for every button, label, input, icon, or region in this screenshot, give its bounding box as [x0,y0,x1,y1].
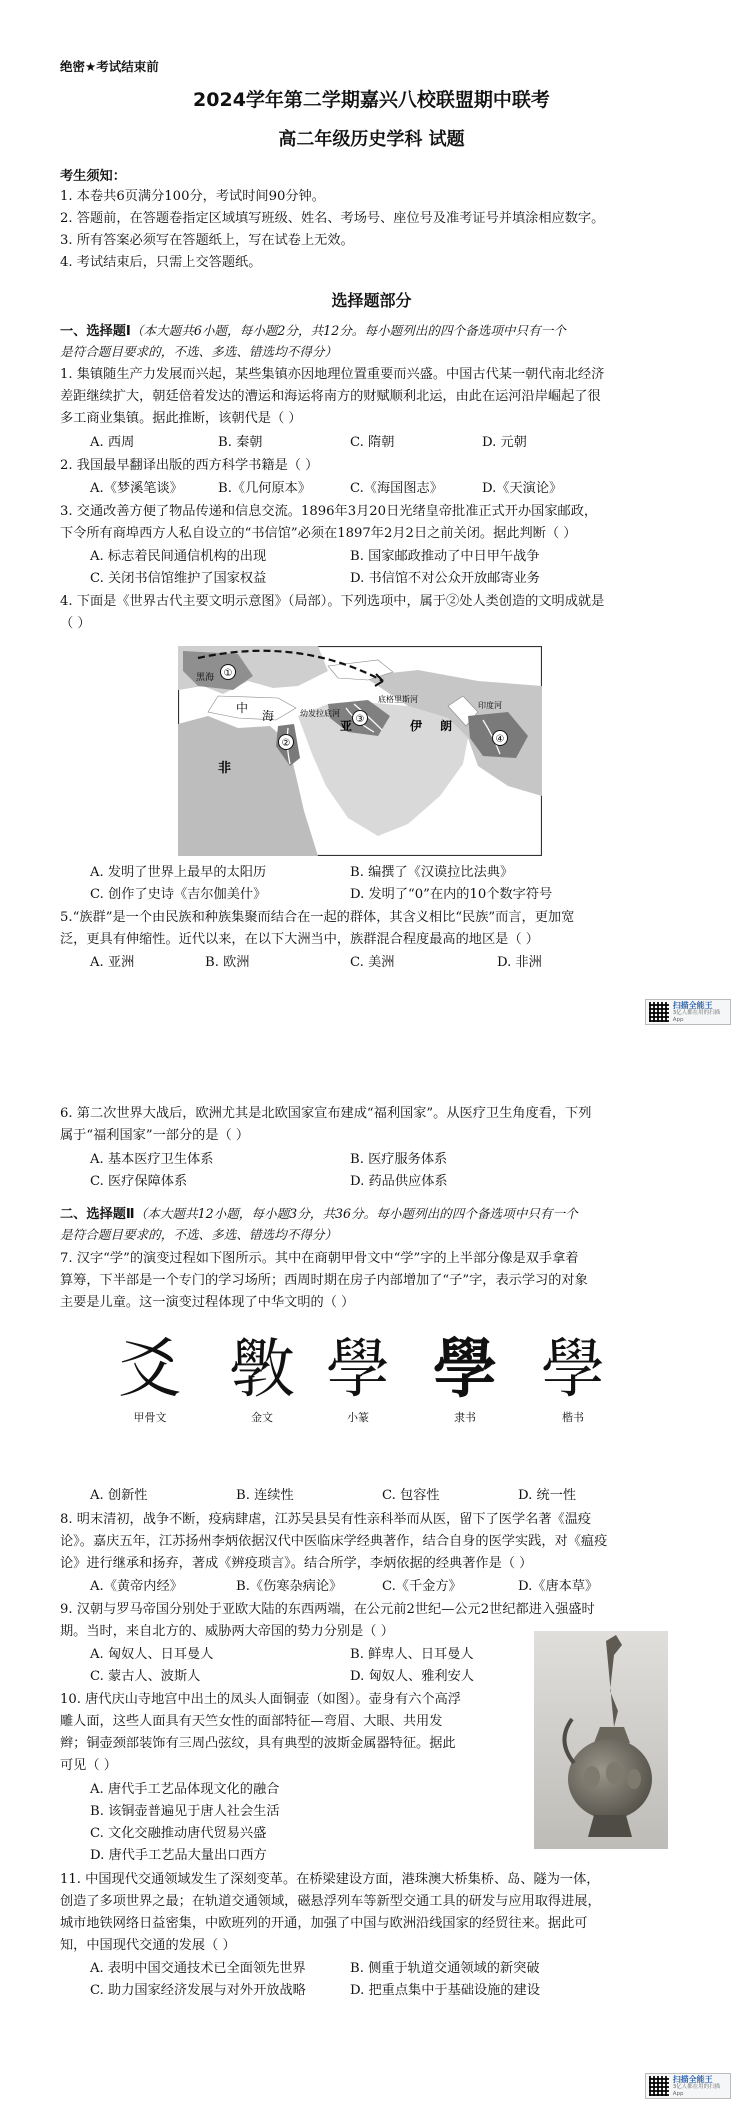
q2-option-c[interactable]: C.《海国图志》 [350,481,443,496]
q3-line: 3. 交通改善方便了物品传递和信息交流。1896年3月20日光绪皇帝批准正式开办国家邮政， [60,504,598,519]
q1-option-a[interactable]: A. 西周 [90,435,135,450]
map-label-3: ③ [355,714,365,725]
map-label-4: ④ [495,734,505,745]
q7-line: 7. 汉字“学”的演变过程如下图所示。其中在商朝甲骨文中“学”字的上半部分像是双手拿着 [60,1251,579,1266]
q9-line: 期。当时，来自北方的、威胁两大帝国的势力分别是（ ） [60,1624,394,1639]
map-label-1: ① [223,668,233,679]
map-label-zhong: 中 [236,701,249,715]
glyph-char: 斆 [230,1333,294,1407]
q7-line: 主要是儿童。这一演变过程体现了中华文明的（ ） [60,1295,355,1310]
notice-heading: 考生须知： [60,169,126,184]
secret-label: 绝密★考试结束前 [60,59,159,74]
q6-option-c[interactable]: C. 医疗保障体系 [90,1174,188,1189]
map-label-indus: 印度河 [478,701,502,710]
glyph-label: 隶书 [454,1411,476,1424]
scan-app-badge [645,999,731,1025]
notice-item: 1. 本卷共6页满分100分，考试时间90分钟。 [60,189,325,204]
glyph-char: 學 [326,1333,390,1407]
q10-line: 10. 唐代庆山寺地宫中出土的凤头人面铜壶（如图）。壶身有六个高浮 [60,1692,461,1707]
q1-option-c[interactable]: C. 隋朝 [350,435,395,450]
q3-line: 下令所有商埠西方人私自设立的“书信馆”必须在1897年2月2日之前关闭。据此判断（ ） [60,526,577,541]
q6-option-a[interactable]: A. 基本医疗卫生体系 [90,1152,214,1167]
map-label-black-sea: 黑海 [196,673,215,683]
exam-page-2 [0,1095,743,2104]
q5-option-a[interactable]: A. 亚洲 [90,955,135,970]
q8-option-a[interactable]: A.《黄帝内经》 [90,1579,183,1594]
q10-line: 雕人面，这些人面具有天竺女性的面部特征—弯眉、大眼、共用发 [60,1714,443,1729]
scan-app-badge [645,2073,731,2099]
q2-option-a[interactable]: A.《梦溪笔谈》 [90,481,183,496]
q9-option-d[interactable]: D. 匈奴人、雅利安人 [350,1669,474,1684]
q5-option-b[interactable]: B. 欧洲 [205,955,250,970]
q3-option-c[interactable]: C. 关闭书信馆维护了国家权益 [90,571,267,586]
q3-option-b[interactable]: B. 国家邮政推动了中日甲午战争 [350,549,540,564]
map-label-2: ② [281,738,291,749]
map-label-hai: 海 [262,709,275,723]
q7-line: 算筹，下半部是一个专门的学习场所；西周时期在房子内部增加了“子”字，表示学习的对象 [60,1273,588,1288]
q4-option-b[interactable]: B. 编撰了《汉谟拉比法典》 [350,865,514,880]
q8-option-c[interactable]: C.《千金方》 [382,1579,462,1594]
q4-option-c[interactable]: C. 创作了史诗《吉尔伽美什》 [90,887,267,902]
part2-desc: （本大题共12小题，每小题3分，共36分。每小题列出的四个备选项中只有一个 [134,1206,578,1221]
q2-line: 2. 我国最早翻译出版的西方科学书籍是（ ） [60,458,319,473]
q9-option-c[interactable]: C. 蒙古人、波斯人 [90,1669,201,1684]
q6-option-b[interactable]: B. 医疗服务体系 [350,1152,448,1167]
exam-page-1 [0,0,743,1023]
part1-heading: 一、选择题Ⅰ [60,324,131,339]
q5-option-c[interactable]: C. 美洲 [350,955,395,970]
map-label-euphrates: 幼发拉底河 [300,709,340,718]
q6-line: 属于“福利国家”一部分的是（ ） [60,1128,250,1143]
bronze-ewer-photo [534,1631,668,1849]
map-label-yi: 伊 [410,719,423,733]
map-label-africa: 非 [218,761,232,776]
glyph-char: 學 [433,1332,497,1407]
q2-option-d[interactable]: D.《天演论》 [482,481,563,496]
q9-line: 9. 汉朝与罗马帝国分别处于亚欧大陆的东西两端，在公元前2世纪—公元2世纪都进入强盛时 [60,1602,595,1617]
glyph-regular [528,1335,618,1425]
map-label-tigris: 底格里斯河 [378,695,418,704]
q7-option-a[interactable]: A. 创新性 [90,1488,148,1503]
qr-code-icon [649,2076,669,2096]
notice-item: 2. 答题前，在答题卷指定区域填写班级、姓名、考场号、座位号及准考证号并填涂相应数字。 [60,211,605,226]
part2-heading-line [60,1205,578,1224]
part2-desc-2: 是符合题目要求的，不选、多选、错选均不得分） [60,1227,338,1242]
glyph-label: 金文 [251,1411,273,1424]
exam-subtitle: 高二年级历史学科 试题 [278,129,465,150]
q1-line: 多工商业集镇。据此推断，该朝代是（ ） [60,411,302,426]
part1-heading-line [60,322,566,341]
glyph-oracle [110,1335,190,1425]
q9-option-b[interactable]: B. 鲜卑人、日耳曼人 [350,1647,474,1662]
exam-title: 2024学年第二学期嘉兴八校联盟期中联考 [193,89,550,111]
q4-line: 4. 下面是《世界古代主要文明示意图》（局部）。下列选项中，属于②处人类创造的文明成就是 [60,594,605,609]
q7-option-d[interactable]: D. 统一性 [518,1488,577,1503]
q8-line: 论》进行继承和扬弃，著成《辨疫琐言》。结合所学，李炳依据的经典著作是（ ） [60,1556,533,1571]
glyph-label: 小篆 [347,1411,369,1424]
q5-option-d[interactable]: D. 非洲 [497,955,542,970]
q11-option-a[interactable]: A. 表明中国交通技术已全面领先世界 [90,1961,306,1976]
map-label-lang: 朗 [440,719,453,733]
q5-line: 5.“族群”是一个由民族和种族集聚而结合在一起的群体，其含义相比“民族”而言，更加宽 [60,910,575,925]
q10-option-b[interactable]: B. 该铜壶普遍见于唐人社会生活 [90,1804,280,1819]
glyph-clerical [420,1332,510,1425]
scan-badge-sub: 3亿人都在用的扫描App [672,2083,721,2097]
q8-option-b[interactable]: B.《伤寒杂病论》 [236,1579,343,1594]
q11-option-b[interactable]: B. 侧重于轨道交通领域的新突破 [350,1961,540,1976]
q11-line: 11. 中国现代交通领域发生了深刻变革。在桥梁建设方面，港珠澳大桥集桥、岛、隧为一体， [60,1872,600,1887]
q10-line: 可见（ ） [60,1758,117,1773]
map-label-ya: 亚 [340,719,353,733]
q4-line: （ ） [60,616,91,631]
glyph-bronze [222,1335,302,1425]
q11-line: 城市地铁网络日益密集，中欧班列的开通，加强了中国与欧洲沿线国家的经贸往来。据此可 [60,1916,588,1931]
q10-option-a[interactable]: A. 唐代手工艺品体现文化的融合 [90,1782,280,1797]
q3-option-d[interactable]: D. 书信馆不对公众开放邮寄业务 [350,571,540,586]
q10-option-c[interactable]: C. 文化交融推动唐代贸易兴盛 [90,1826,267,1841]
q11-line: 知，中国现代交通的发展（ ） [60,1938,236,1953]
q1-line: 1. 集镇随生产力发展而兴起，某些集镇亦因地理位置重要而兴盛。中国古代某一朝代南北经济 [60,367,605,382]
notice-item: 3. 所有答案必须写在答题纸上，写在试卷上无效。 [60,233,354,248]
q9-option-a[interactable]: A. 匈奴人、日耳曼人 [90,1647,214,1662]
q7-option-b[interactable]: B. 连续性 [236,1488,294,1503]
q8-line: 8. 明末清初，战争不断，疫病肆虐，江苏吴县吴有性亲科举而从医，留下了医学名著《温疫 [60,1512,592,1527]
q10-line: 辫；铜壶颈部装饰有三周凸弦纹，具有典型的波斯金属器特征。据此 [60,1736,456,1751]
q6-line: 6. 第二次世界大战后，欧洲尤其是北欧国家宣布建成“福利国家”。从医疗卫生角度看，下列 [60,1106,592,1121]
q6-option-d[interactable]: D. 药品供应体系 [350,1174,448,1189]
q8-line: 论》。嘉庆五年，江苏扬州李炳依据汉代中医临床学经典著作，结合自身的医学实践，对《瘟疫 [60,1534,608,1549]
qr-code-icon [649,1002,669,1022]
glyph-char: 學 [541,1333,605,1407]
scan-badge-title: 扫描全能王 [672,2074,713,2084]
ancient-civilizations-map [178,646,542,856]
q11-option-d[interactable]: D. 把重点集中于基础设施的建设 [350,1983,540,1998]
q7-option-c[interactable]: C. 包容性 [382,1488,440,1503]
part1-desc: （本大题共6小题，每小题2分，共12分。每小题列出的四个备选项中只有一个 [130,323,566,338]
glyph-seal [318,1335,398,1425]
glyph-label: 甲骨文 [133,1411,167,1424]
q11-line: 创造了多项世界之最；在轨道交通领域，磁悬浮列车等新型交通工具的研发与应用取得进展， [60,1894,601,1909]
notice-item: 4. 考试结束后，只需上交答题纸。 [60,255,262,270]
q4-option-a[interactable]: A. 发明了世界上最早的太阳历 [90,865,267,880]
q4-option-d[interactable]: D. 发明了“0”在内的10个数字符号 [350,887,553,902]
q10-option-d[interactable]: D. 唐代手工艺品大量出口西方 [90,1848,267,1863]
q8-option-d[interactable]: D.《唐本草》 [518,1579,599,1594]
q2-option-b[interactable]: B.《几何原本》 [218,481,312,496]
q3-option-a[interactable]: A. 标志着民间通信机构的出现 [90,549,267,564]
q1-line: 差距继续扩大，朝廷倍着发达的漕运和海运将南方的财赋顺利北运，由此在运河沿岸崛起了很 [60,389,601,404]
q5-line: 泛，更具有伸缩性。近代以来，在以下大洲当中，族群混合程度最高的地区是（ ） [60,932,539,947]
glyph-label: 楷书 [562,1411,584,1424]
scan-badge-title: 扫描全能王 [672,1000,713,1010]
section-title: 选择题部分 [331,291,412,310]
q1-option-d[interactable]: D. 元朝 [482,435,527,450]
q11-option-c[interactable]: C. 助力国家经济发展与对外开放战略 [90,1983,306,1998]
scan-badge-sub: 3亿人都在用的扫描App [672,1009,721,1023]
part1-desc-2: 是符合题目要求的，不选、多选、错选均不得分） [60,344,338,359]
glyph-char: 爻 [118,1333,182,1407]
q1-option-b[interactable]: B. 秦朝 [218,435,263,450]
part2-heading: 二、选择题Ⅱ [60,1207,135,1222]
